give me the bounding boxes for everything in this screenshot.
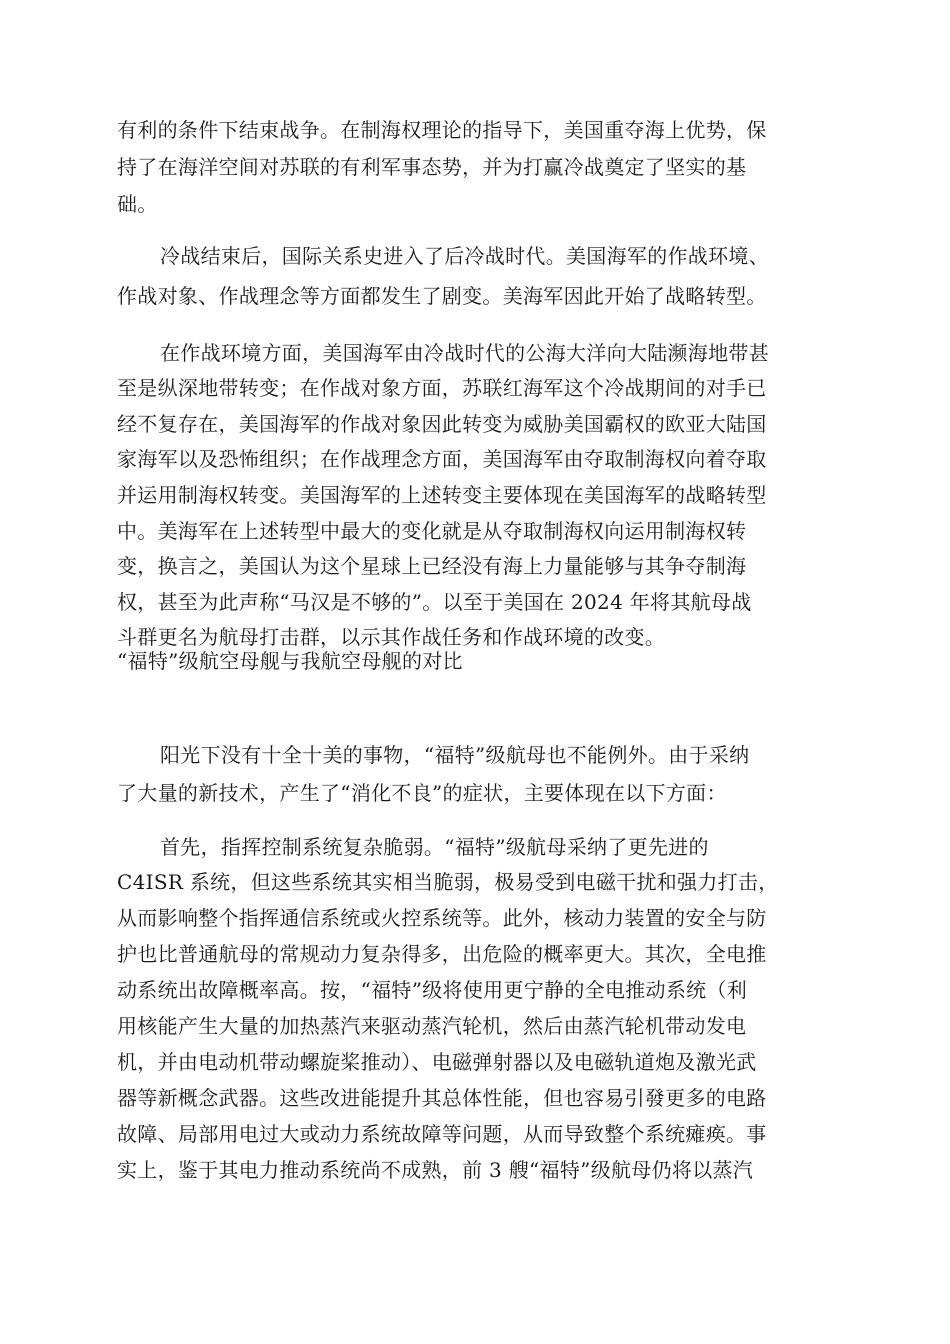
text-line: 用核能产生大量的加热蒸汽来驱动蒸汽轮机，然后由蒸汽轮机带动发电 [117, 1014, 747, 1038]
text-line: 并运用制海权转变。美国海军的上述转变主要体现在美国海军的战略转型 [117, 483, 767, 507]
text-line: 阳光下没有十全十美的事物，“福特”级航母也不能例外。由于采纳 [160, 743, 750, 767]
text-line: 首先，指挥控制系统复杂脆弱。“福特”级航母采纳了更先进的 [160, 835, 709, 859]
text-line: 机，并由电动机带动螺旋桨推动）、电磁弹射器以及电磁轨道炮及激光武 [117, 1050, 757, 1074]
text-line: 至是纵深地带转变；在作战对象方面，苏联红海军这个冷战期间的对手已 [117, 376, 767, 400]
text-line: 家海军以及恐怖组织；在作战理念方面，美国海军由夺取制海权向着夺取 [117, 447, 767, 471]
text-line: 斗群更名为航母打击群，以示其作战任务和作战环境的改变。 [117, 625, 666, 649]
text-line: 作战对象、作战理念等方面都发生了剧变。美海军因此开始了战略转型。 [117, 284, 767, 308]
text-line: C4ISR 系统，但这些系统其实相当脆弱，极易受到电磁干扰和强力打击， [117, 870, 779, 894]
text-line: 有利的条件下结束战争。在制海权理论的指导下，美国重夺海上优势，保 [117, 118, 767, 142]
text-line: 经不复存在，美国海军的作战对象因此转变为威胁美国霸权的欧亚大陆国 [117, 412, 767, 436]
text-line: 变，换言之，美国认为这个星球上已经没有海上力量能够与其争夺制海 [117, 554, 747, 578]
text-line: “福特”级航空母舰与我航空母舰的对比 [117, 649, 463, 673]
text-line: 了大量的新技术，产生了“消化不良”的症状，主要体现在以下方面： [117, 781, 727, 805]
text-line: 冷战结束后，国际关系史进入了后冷战时代。美国海军的作战环境、 [160, 244, 769, 268]
text-line: 中。美海军在上述转型中最大的变化就是从夺取制海权向运用制海权转 [117, 519, 747, 543]
text-line: 权，甚至为此声称“马汉是不够的”。以至于美国在 2024 年将其航母战 [117, 590, 752, 614]
text-line: 故障、局部用电过大或动力系统故障等问题，从而导致整个系统瘫痪。事 [117, 1122, 767, 1146]
text-line: 护也比普通航母的常规动力复杂得多，出危险的概率更大。其次，全电推 [117, 942, 767, 966]
text-line: 器等新概念武器。这些改进能提升其总体性能，但也容易引發更多的电路 [117, 1086, 767, 1110]
text-line: 实上，鉴于其电力推动系统尚不成熟，前 3 艘“福特”级航母仍将以蒸汽 [117, 1158, 754, 1182]
text-line: 从而影响整个指挥通信系统或火控系统等。此外，核动力装置的安全与防 [117, 906, 767, 930]
text-line: 础。 [117, 192, 158, 216]
text-line: 持了在海洋空间对苏联的有利军事态势，并为打赢冷战奠定了坚实的基 [117, 155, 747, 179]
text-line: 动系统出故障概率高。按，“福特”级将使用更宁静的全电推动系统（利 [117, 978, 748, 1002]
text-line: 在作战环境方面，美国海军由冷战时代的公海大洋向大陆濒海地带甚 [160, 341, 769, 365]
